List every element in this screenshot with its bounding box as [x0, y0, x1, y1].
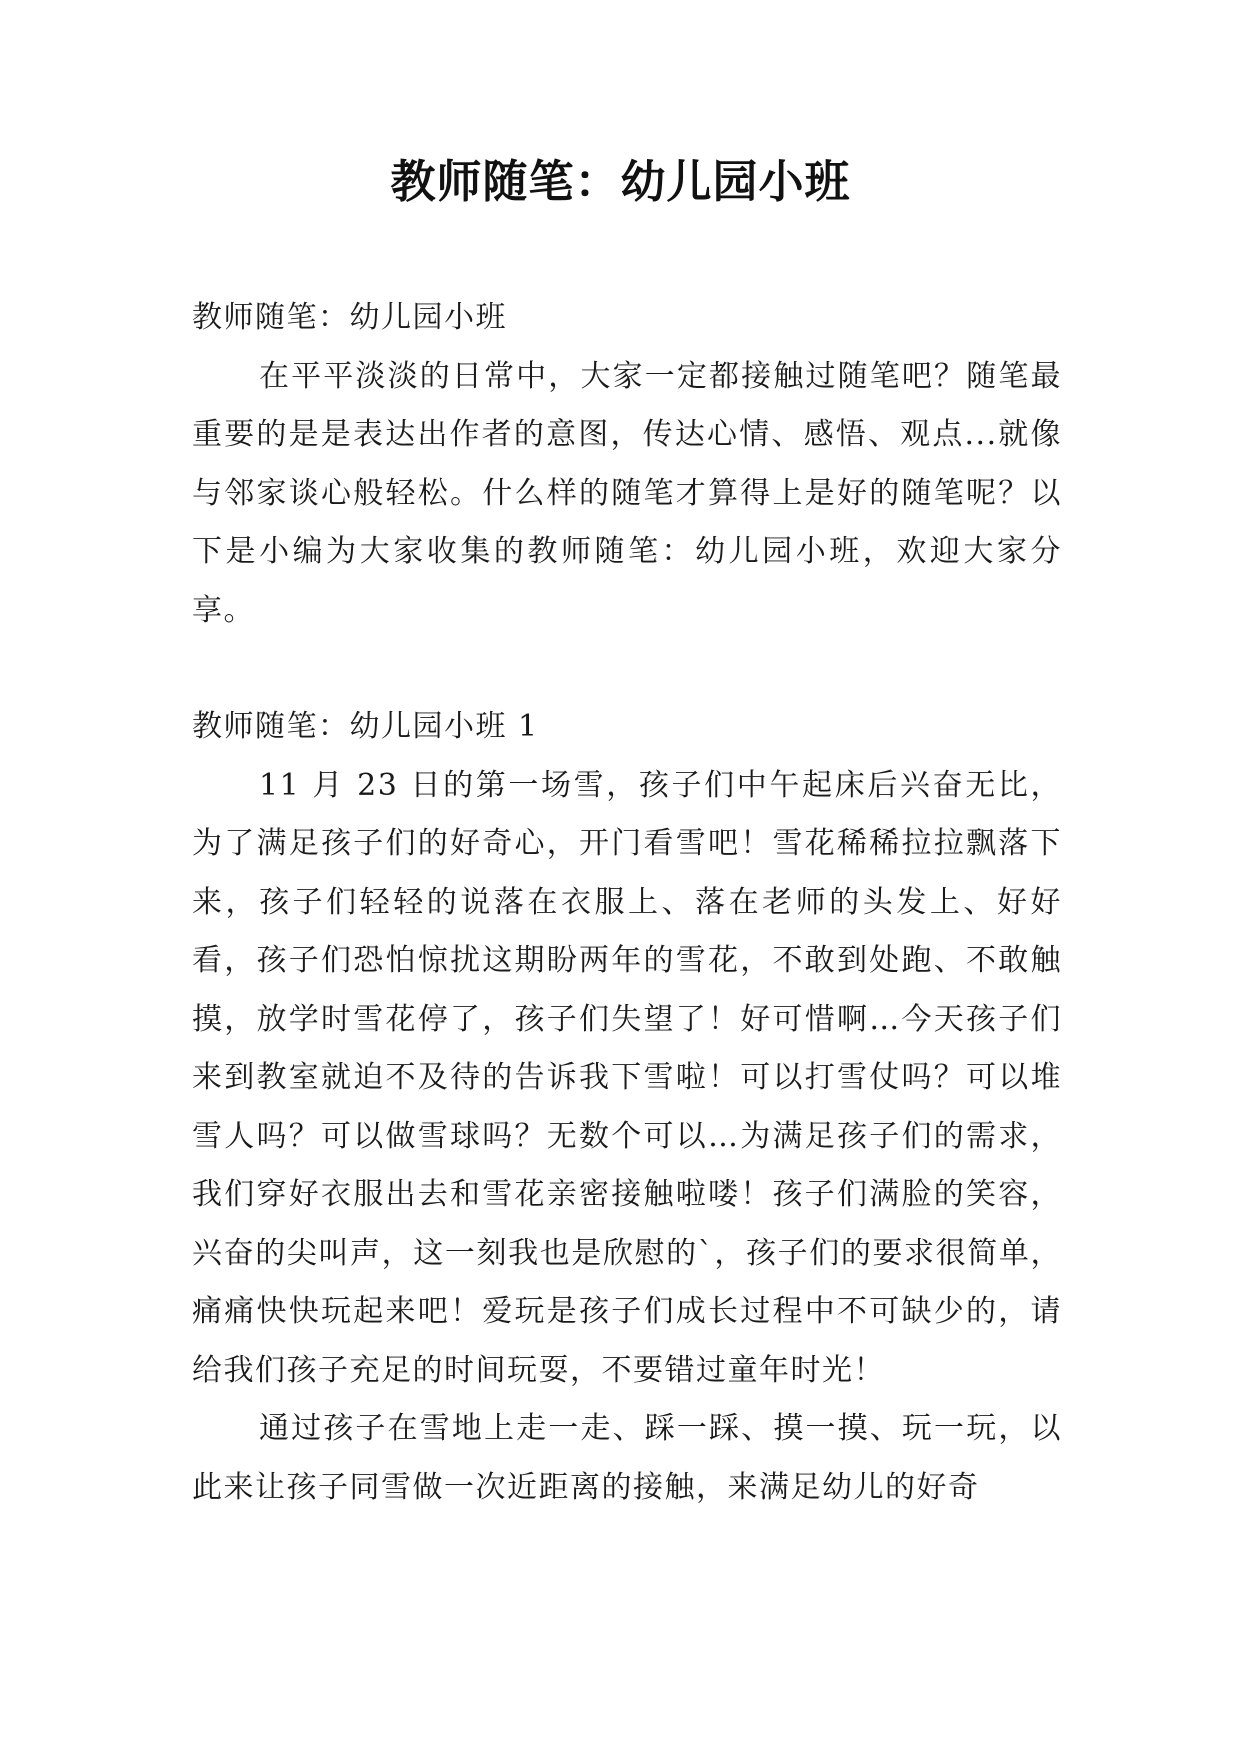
- document-body: [192, 289, 1062, 1517]
- section-1-heading: 教师随笔：幼儿园小班 1: [192, 709, 539, 744]
- intro-heading: 教师随笔：幼儿园小班: [192, 300, 507, 335]
- section-1-paragraph-2: 通过孩子在雪地上走一走、踩一踩、摸一摸、玩一玩，以此来让孩子同雪做一次近距离的接触，来满足幼儿的好奇: [192, 1411, 1062, 1505]
- paragraph-gap: [192, 640, 1062, 698]
- section-1-paragraph-1: 11 月 23 日的第一场雪，孩子们中午起床后兴奋无比，为了满足孩子们的好奇心，开门看雪吧！雪花稀稀拉拉飘落下来，孩子们轻轻的说落在衣服上、落在老师的头发上、好好看，孩子们恐怕惊扰这期盼两年的雪花，不敢到处跑、不敢触摸，放学时雪花停了，孩子们失望了！好可惜啊…今天孩子们来到教室就迫不及待的告诉我下雪啦！可以打雪仗吗？可以堆雪人吗？可以做雪球吗？无数个可以…为满足孩子们的需求，我们穿好衣服出去和雪花亲密接触啦喽！孩子们满脸的笑容，兴奋的尖叫声，这一刻我也是欣慰的`，孩子们的要求很简单，痛痛快快玩起来吧！爱玩是孩子们成长过程中不可缺少的，请给我们孩子充足的时间玩耍，不要错过童年时光！: [192, 767, 1062, 1388]
- intro-paragraph: 在平平淡淡的日常中，大家一定都接触过随笔吧？随笔最重要的是是表达出作者的意图，传达心情、感悟、观点...就像与邻家谈心般轻松。什么样的随笔才算得上是好的随笔呢？以下是小编为大家收集的教师随笔：幼儿园小班，欢迎大家分享。: [192, 358, 1062, 628]
- document-title: 教师随笔：幼儿园小班: [390, 155, 851, 208]
